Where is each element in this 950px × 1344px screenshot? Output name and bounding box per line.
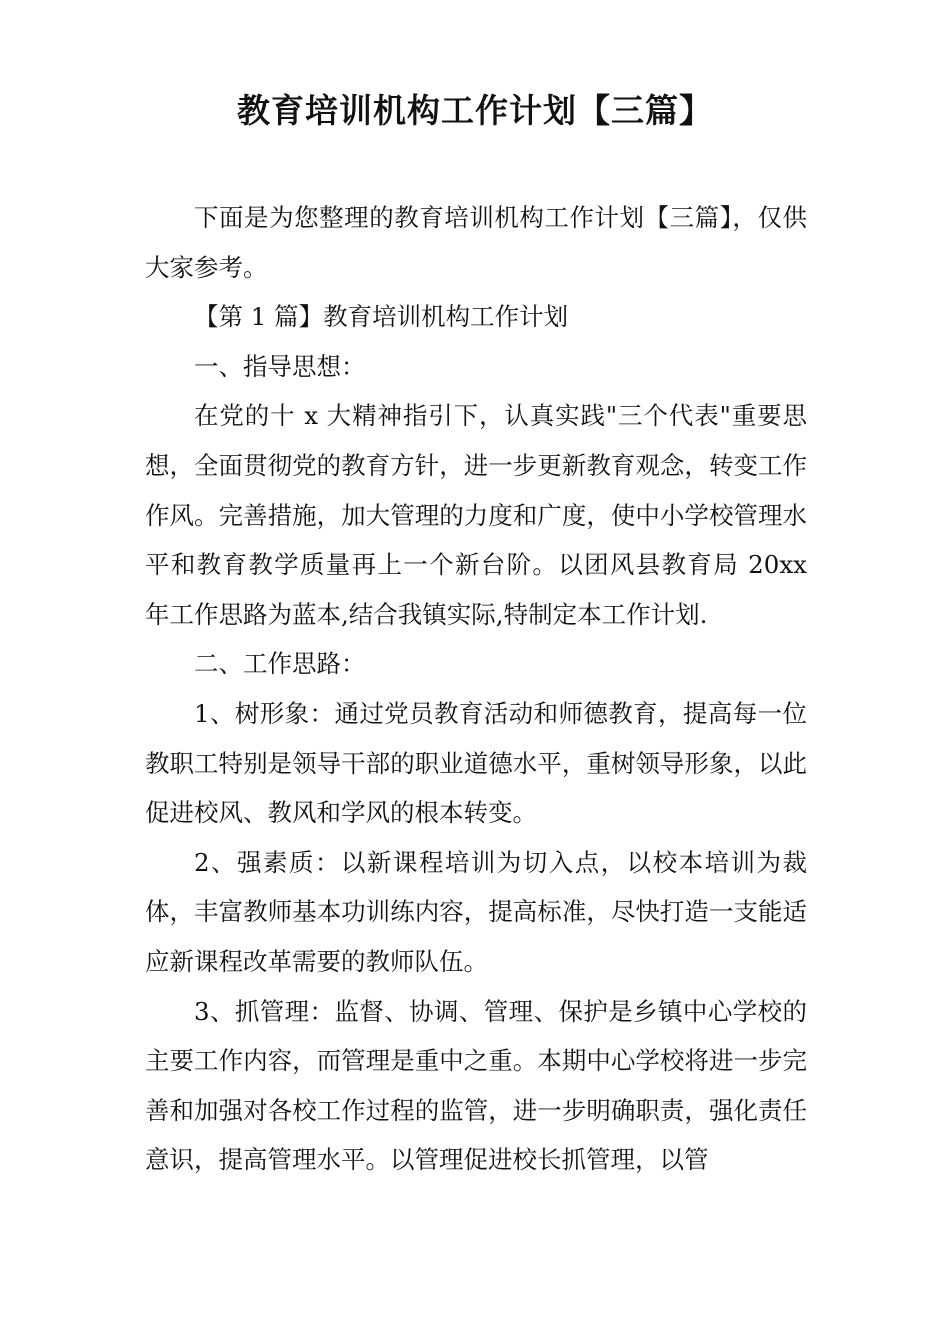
paragraph-guiding-ideology: 在党的十 x 大精神指引下，认真实践"三个代表"重要思想，全面贯彻党的教育方针，进一步更新教育观念，转变工作作风。完善措施，加大管理的力度和广度，使中小学校管理水平和教育教学质量再上一个新台阶。以团风县教育局 20xx 年工作思路为蓝本,结合我镇实际,特制定本工作计划. (145, 401, 807, 629)
paragraph-item-3: 3、抓管理：监督、协调、管理、保护是乡镇中心学校的主要工作内容，而管理是重中之重。本期中心学校将进一步完善和加强对各校工作过程的监管，进一步明确职责，强化责任意识，提高管理水平。以管理促进校长抓管理，以管 (145, 996, 807, 1175)
intro-paragraph: 下面是为您整理的教育培训机构工作计划【三篇】，仅供大家参考。 (145, 203, 807, 282)
section-heading: 【第 1 篇】教育培训机构工作计划 (194, 302, 569, 332)
paragraph-item-1: 1、树形象：通过党员教育活动和师德教育，提高每一位教职工特别是领导干部的职业道德水平，重树领导形象，以此促进校风、教风和学风的根本转变。 (145, 698, 807, 828)
subheading-guiding-ideology: 一、指导思想： (194, 351, 366, 381)
document-body (145, 193, 807, 1185)
paragraph-item-2: 2、强素质：以新课程培训为切入点，以校本培训为裁体，丰富教师基本功训练内容，提高标准，尽快打造一支能适应新课程改革需要的教师队伍。 (145, 847, 807, 976)
document-title: 教育培训机构工作计划【三篇】 (237, 91, 713, 130)
subheading-work-ideas: 二、工作思路： (194, 649, 366, 679)
